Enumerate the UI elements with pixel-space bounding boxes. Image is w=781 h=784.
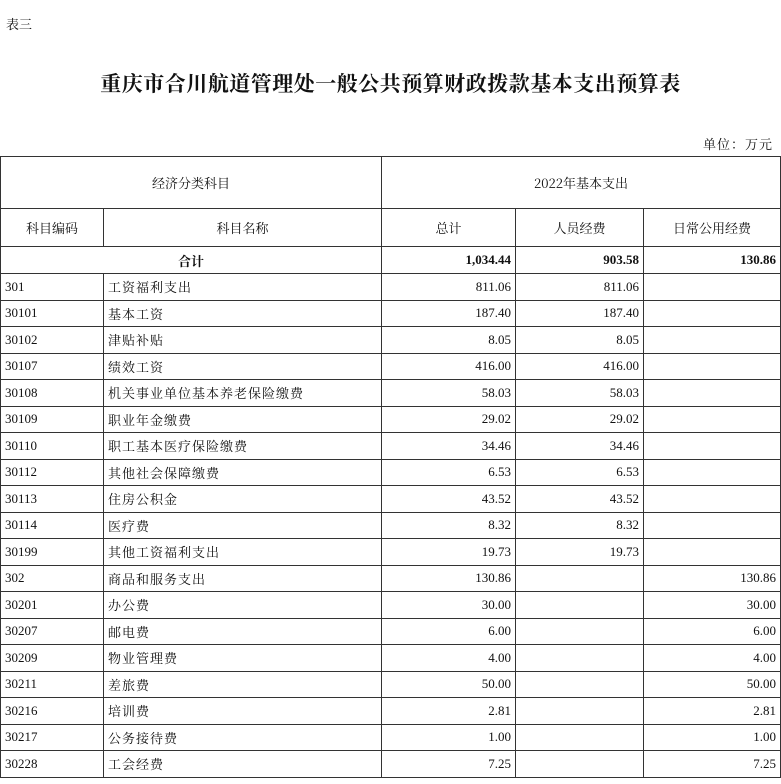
cell-code: 30211 [1,671,104,698]
cell-total: 29.02 [382,406,516,433]
cell-personnel [516,724,644,751]
header-personnel: 人员经费 [516,209,644,247]
cell-personnel: 6.53 [516,459,644,486]
cell-personnel: 8.32 [516,512,644,539]
cell-total: 187.40 [382,300,516,327]
cell-name: 邮电费 [104,618,382,645]
cell-daily-public: 30.00 [644,592,781,619]
cell-daily-public: 4.00 [644,645,781,672]
cell-personnel: 416.00 [516,353,644,380]
table-row [1,353,781,380]
cell-total: 7.25 [382,751,516,778]
cell-total: 50.00 [382,671,516,698]
cell-daily-public [644,486,781,513]
header-code: 科目编码 [1,209,104,247]
table-label: 表三 [6,14,33,33]
cell-total: 416.00 [382,353,516,380]
header-name: 科目名称 [104,209,382,247]
cell-total: 43.52 [382,486,516,513]
cell-personnel: 34.46 [516,433,644,460]
cell-name: 工资福利支出 [104,274,382,301]
cell-daily-public [644,539,781,566]
cell-personnel [516,671,644,698]
table-row [1,539,781,566]
header-daily-public: 日常公用经费 [644,209,781,247]
cell-code: 30109 [1,406,104,433]
page-title: 重庆市合川航道管理处一般公共预算财政拨款基本支出预算表 [100,68,681,98]
header-row-top [1,157,781,209]
table-row [1,698,781,725]
cell-total: 4.00 [382,645,516,672]
total-amount: 1,034.44 [382,247,516,274]
header-row-columns [1,209,781,247]
cell-code: 30112 [1,459,104,486]
cell-name: 基本工资 [104,300,382,327]
table-row [1,724,781,751]
cell-daily-public [644,327,781,354]
table-row [1,618,781,645]
cell-name: 职工基本医疗保险缴费 [104,433,382,460]
cell-personnel [516,592,644,619]
cell-daily-public [644,274,781,301]
cell-personnel [516,751,644,778]
cell-daily-public: 7.25 [644,751,781,778]
cell-personnel: 187.40 [516,300,644,327]
cell-name: 公务接待费 [104,724,382,751]
cell-name: 职业年金缴费 [104,406,382,433]
cell-personnel: 811.06 [516,274,644,301]
total-personnel: 903.58 [516,247,644,274]
cell-personnel [516,698,644,725]
cell-daily-public [644,459,781,486]
cell-daily-public [644,300,781,327]
header-year-spending: 2022年基本支出 [382,157,781,209]
header-total: 总计 [382,209,516,247]
cell-name: 物业管理费 [104,645,382,672]
cell-code: 30199 [1,539,104,566]
cell-code: 30217 [1,724,104,751]
total-label: 合计 [1,247,382,274]
cell-total: 19.73 [382,539,516,566]
cell-total: 130.86 [382,565,516,592]
cell-name: 培训费 [104,698,382,725]
budget-table [0,156,781,778]
cell-daily-public [644,406,781,433]
table-row [1,300,781,327]
cell-daily-public: 1.00 [644,724,781,751]
cell-total: 58.03 [382,380,516,407]
cell-name: 医疗费 [104,512,382,539]
table-row [1,327,781,354]
cell-daily-public [644,512,781,539]
cell-code: 30107 [1,353,104,380]
cell-personnel: 19.73 [516,539,644,566]
cell-total: 30.00 [382,592,516,619]
cell-code: 301 [1,274,104,301]
cell-code: 30201 [1,592,104,619]
unit-label: 单位：万元 [702,134,773,153]
cell-personnel: 58.03 [516,380,644,407]
cell-daily-public [644,433,781,460]
cell-personnel [516,618,644,645]
cell-personnel [516,565,644,592]
cell-daily-public: 2.81 [644,698,781,725]
table-row [1,459,781,486]
cell-total: 2.81 [382,698,516,725]
cell-daily-public: 6.00 [644,618,781,645]
cell-total: 8.32 [382,512,516,539]
total-daily-public: 130.86 [644,247,781,274]
cell-code: 30102 [1,327,104,354]
cell-code: 30113 [1,486,104,513]
cell-code: 302 [1,565,104,592]
cell-name: 住房公积金 [104,486,382,513]
cell-name: 办公费 [104,592,382,619]
table-row [1,274,781,301]
cell-total: 811.06 [382,274,516,301]
cell-code: 30209 [1,645,104,672]
table-row [1,751,781,778]
total-row [1,247,781,274]
cell-code: 30110 [1,433,104,460]
table-row [1,433,781,460]
cell-code: 30216 [1,698,104,725]
cell-personnel: 29.02 [516,406,644,433]
cell-name: 绩效工资 [104,353,382,380]
cell-name: 其他社会保障缴费 [104,459,382,486]
cell-total: 34.46 [382,433,516,460]
table-row [1,406,781,433]
cell-name: 差旅费 [104,671,382,698]
cell-name: 津贴补贴 [104,327,382,354]
cell-code: 30114 [1,512,104,539]
cell-daily-public [644,380,781,407]
cell-daily-public: 50.00 [644,671,781,698]
cell-total: 6.53 [382,459,516,486]
cell-name: 其他工资福利支出 [104,539,382,566]
table-row [1,486,781,513]
table-row [1,645,781,672]
table-row [1,565,781,592]
cell-personnel: 8.05 [516,327,644,354]
table-row [1,512,781,539]
cell-name: 商品和服务支出 [104,565,382,592]
cell-code: 30207 [1,618,104,645]
cell-daily-public [644,353,781,380]
cell-code: 30108 [1,380,104,407]
cell-personnel: 43.52 [516,486,644,513]
cell-total: 1.00 [382,724,516,751]
cell-personnel [516,645,644,672]
cell-code: 30228 [1,751,104,778]
cell-total: 6.00 [382,618,516,645]
table-row [1,671,781,698]
table-row [1,592,781,619]
table-row [1,380,781,407]
header-econ-category: 经济分类科目 [1,157,382,209]
cell-total: 8.05 [382,327,516,354]
cell-name: 机关事业单位基本养老保险缴费 [104,380,382,407]
cell-code: 30101 [1,300,104,327]
cell-name: 工会经费 [104,751,382,778]
cell-daily-public: 130.86 [644,565,781,592]
